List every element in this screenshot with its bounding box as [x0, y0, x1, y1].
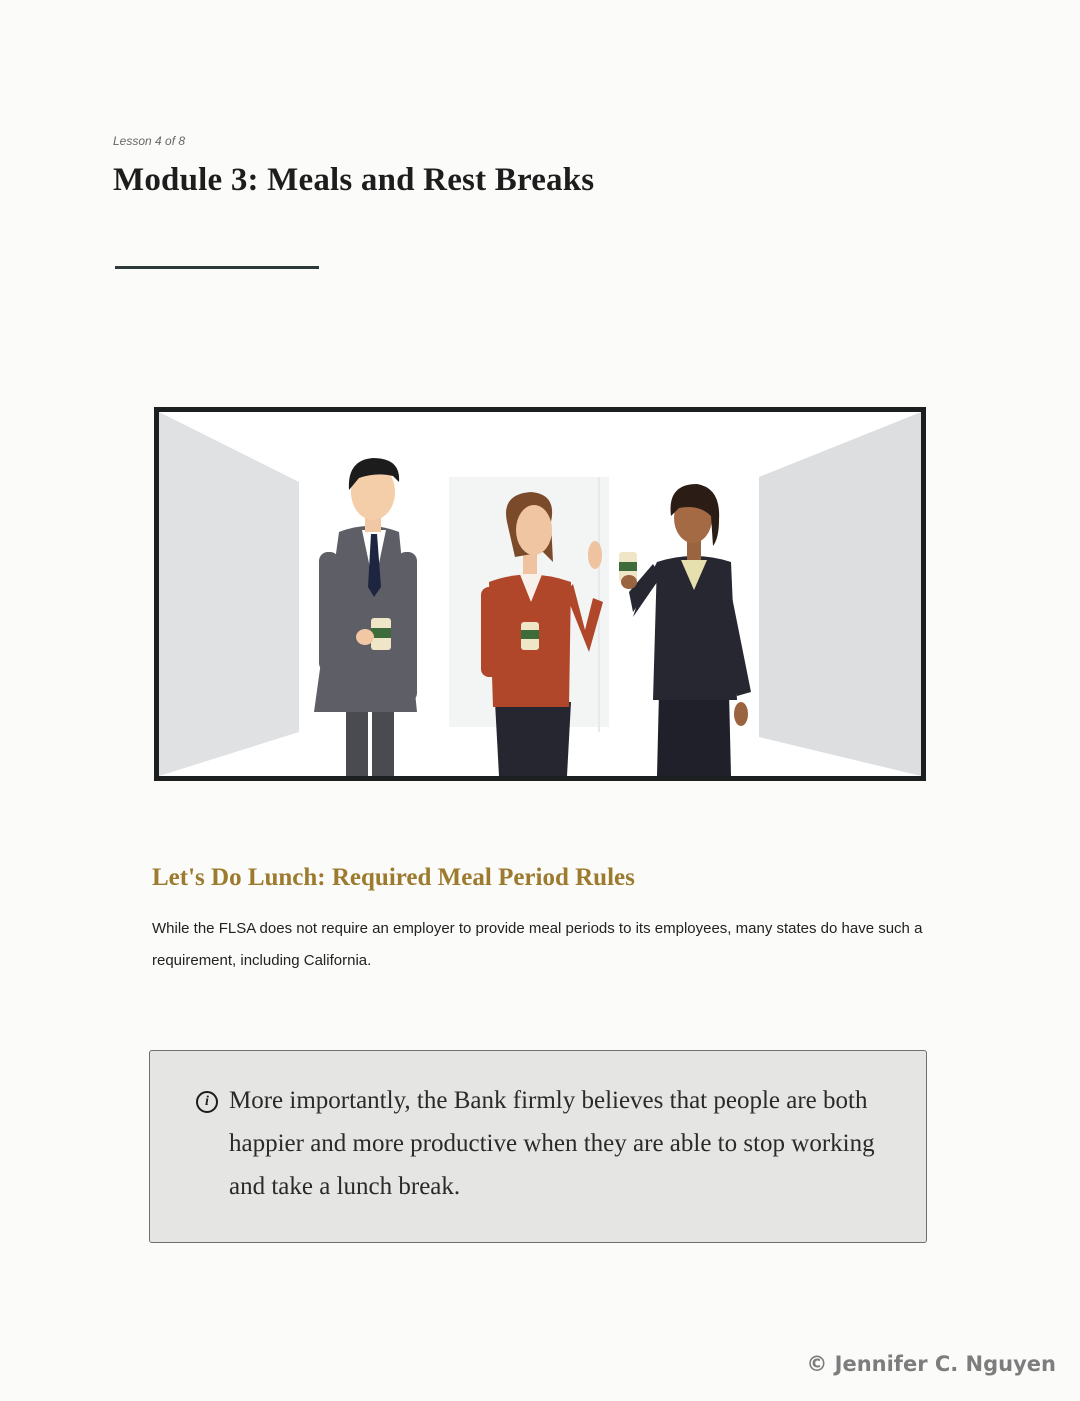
callout-text: More importantly, the Bank firmly believes that people are both happier and more productive when they are able to stop working and take a lunch break. — [229, 1087, 875, 1200]
info-callout — [149, 1050, 927, 1243]
lesson-illustration — [154, 407, 926, 781]
section-heading: Let's Do Lunch: Required Meal Period Rules — [152, 864, 635, 891]
info-icon: i — [196, 1091, 218, 1113]
lesson-progress-label: Lesson 4 of 8 — [113, 134, 186, 148]
coworkers-illustration — [159, 412, 921, 776]
title-divider — [115, 266, 319, 269]
page-title: Module 3: Meals and Rest Breaks — [113, 162, 595, 198]
copyright-watermark: © Jennifer C. Nguyen — [806, 1352, 1056, 1376]
section-body-text: While the FLSA does not require an employer to provide meal periods to its employees, many states do have such a requirement, including California. — [152, 920, 923, 969]
